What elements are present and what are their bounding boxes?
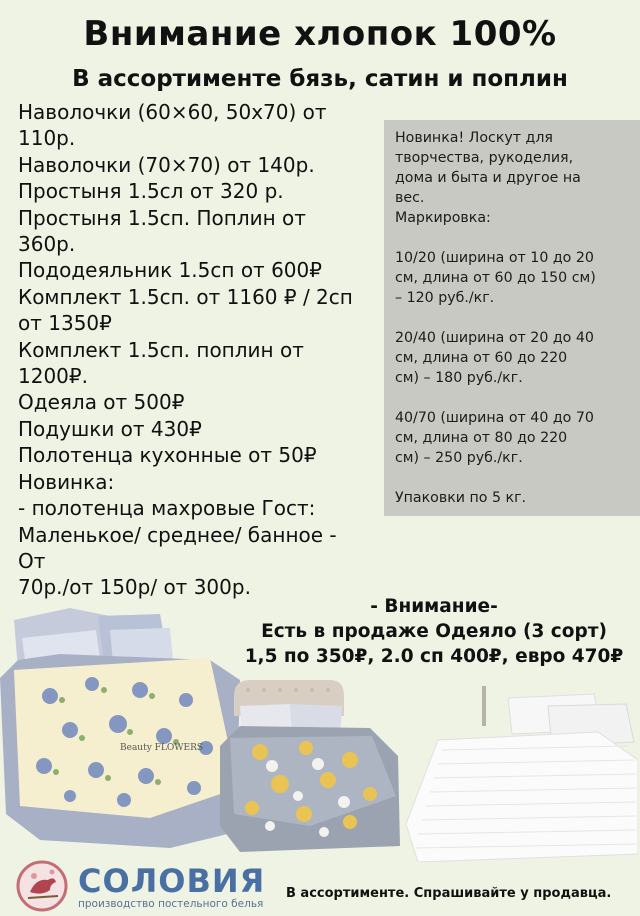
info-grade-20-40: 20/40 (ширина от 20 до 40 см, длина от 60 до 220 см) – 180 руб./кг. [395, 330, 594, 386]
price-line: Комплект 1.5сп. от 1160 ₽ / 2сп [18, 284, 353, 309]
price-line: Полотенца кухонные от 50₽ [18, 443, 317, 468]
price-line: Простыня 1.5сп. Поплин от [18, 205, 306, 230]
info-grade-40-70: 40/70 (ширина от 40 до 70 см, длина от 80 до 220 см) – 250 руб./кг. [395, 410, 594, 466]
notice-prices: 1,5 по 350₽, 2.0 сп 400₽, евро 470₽ [244, 646, 624, 667]
spacer [395, 228, 636, 248]
spacer [395, 468, 636, 488]
bird-logo-icon [14, 858, 74, 914]
notice-heading: - Внимание- [370, 596, 498, 617]
price-line: Одеяла от 500₽ [18, 390, 185, 415]
page-title: Внимание хлопок 100% [83, 14, 557, 54]
price-line: 360р. [18, 232, 76, 257]
spacer [395, 308, 636, 328]
price-line: Комплект 1.5сп. поплин от [18, 337, 304, 362]
price-line: Маленькое/ среднее/ банное - [18, 522, 337, 547]
floral-bedding-photo [0, 600, 246, 852]
price-line: От [18, 548, 46, 573]
white-striped-bedding-photo [398, 684, 638, 862]
info-grade-10-20: 10/20 (ширина от 10 до 20 см, длина от 60 до 150 см) – 120 руб./кг. [395, 250, 596, 306]
price-list [18, 99, 380, 601]
price-line: Пододеяльник 1.5сп от 600₽ [18, 258, 322, 283]
info-packaging: Упаковки по 5 кг. [395, 490, 527, 506]
price-line: Новинка: [18, 469, 115, 494]
price-line: - полотенца махровые Гост: [18, 496, 316, 521]
info-intro: Новинка! Лоскут для творчества, рукоделия, дома и быта и другое на вес. [395, 130, 581, 206]
notice-text: Есть в продаже Одеяло (3 сорт) [261, 621, 607, 642]
price-line: 70р./от 150р/ от 300р. [18, 575, 251, 600]
footer-note: В ассортименте. Спрашивайте у продавца. [286, 886, 612, 901]
price-line: от 1350₽ [18, 311, 112, 336]
price-line: Простыня 1.5сл от 320 р. [18, 179, 284, 204]
page-subtitle: В ассортименте бязь, сатин и поплин [72, 66, 568, 92]
brand-name: СОЛОВИЯ [78, 862, 266, 900]
yellow-floral-bedding-photo [220, 676, 404, 856]
spacer [395, 388, 636, 408]
price-line: Наволочки (60×60, 50х70) от [18, 100, 327, 124]
price-line: 110р. [18, 126, 76, 151]
info-marking-label: Маркировка: [395, 210, 491, 226]
blanket-notice [230, 594, 638, 669]
brand-tagline: производство постельного белья [78, 898, 264, 910]
print-text: Beauty FLOWERS [120, 743, 204, 753]
price-line: Наволочки (70×70) от 140р. [18, 152, 315, 177]
price-line: 1200₽. [18, 364, 88, 389]
scrap-fabric-info-box [384, 120, 640, 516]
price-line: Подушки от 430₽ [18, 416, 202, 441]
